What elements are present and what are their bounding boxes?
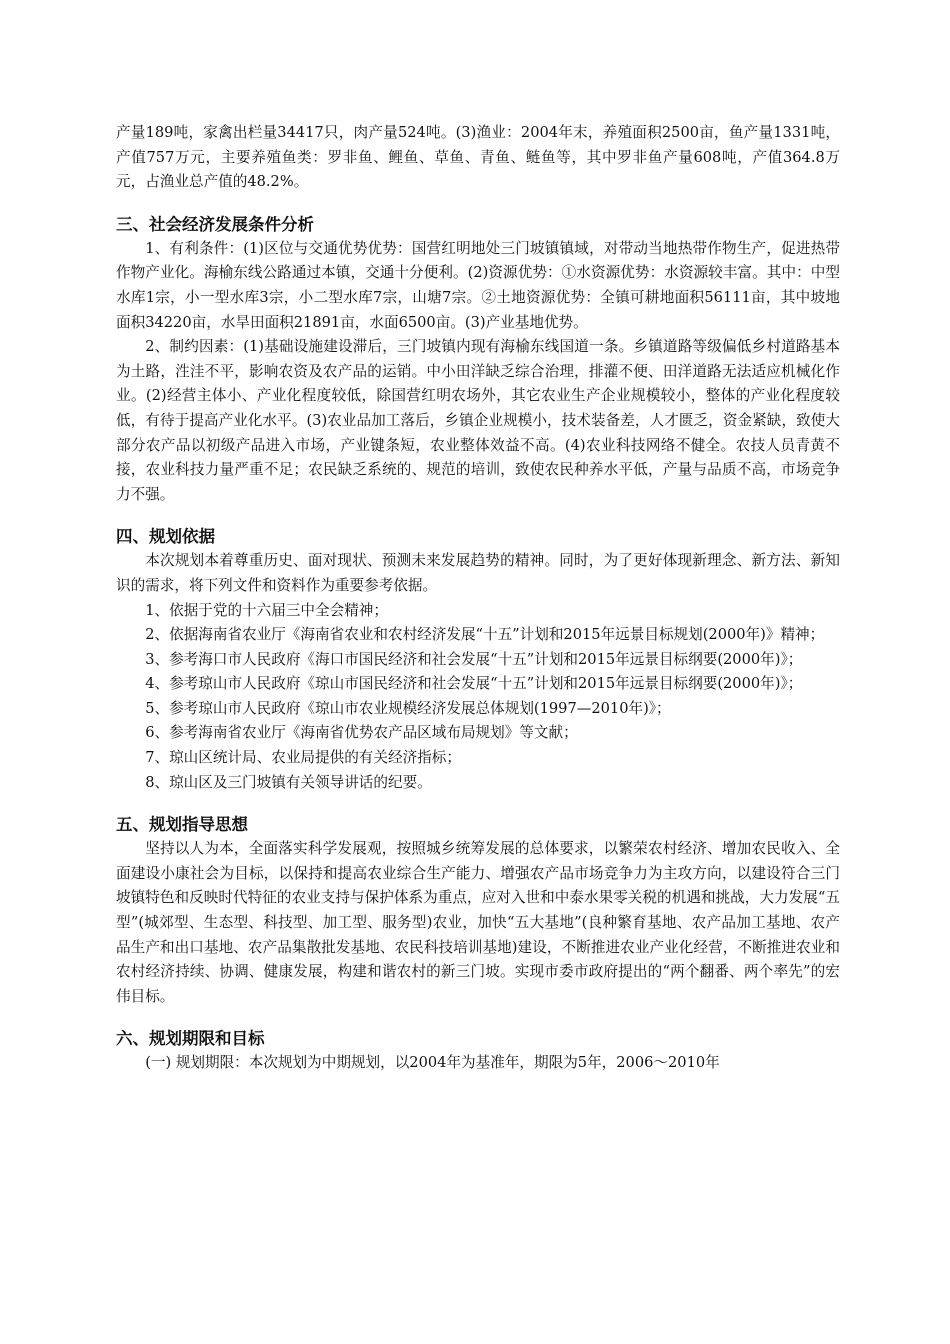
reference-item: 3、参考海口市人民政府《海口市国民经济和社会发展“十五”计划和2015年远景目标纲要(2000年)》； xyxy=(145,650,803,668)
section-6-paragraph: (一) 规划期限：本次规划为中期规划，以2004年为基准年，期限为5年，2006～2010年 xyxy=(145,1054,720,1072)
reference-item: 4、参考琼山市人民政府《琼山市国民经济和社会发展“十五”计划和2015年远景目标纲要(2000年)》； xyxy=(145,675,803,693)
section-3-paragraph-2: 2、制约因素：(1)基础设施建设滞后，三门坡镇内现有海榆东线国道一条。乡镇道路等级偏低乡村道路基本为土路，泩洼不平，影响农资及农产品的运销。中小田洋缺乏综合治理，排灌不便、田洋道路无法适应机械化作业。(2)经营主体小、产业化程度较低，除国营红明农场外，其它农业生产企业规模较小，整体的产业化程度较低，有待于提高产业化水平。(3)农业品加工落后，乡镇企业规模小，技术装备差，人才匮乏，资金紧缺，致使大部分农产品以初级产品进入市场，产业键条短，农业整体效益不高。(4)农业科技网络不健全。农技人员青黄不接，农业科技力量严重不足；农民缺乏系统的、规范的培训，致使农民种养水平低，产量与品质不高，市场竞争力不强。 xyxy=(116,338,840,503)
section-4-heading: 四、规划依据 xyxy=(116,527,215,547)
reference-item: 8、琼山区及三门坡镇有关领导讲话的纪要。 xyxy=(145,773,432,791)
reference-item: 5、参考琼山市人民政府《琼山市农业规模经济发展总体规划(1997—2010年)》； xyxy=(145,699,671,717)
section-3-heading: 三、社会经济发展条件分析 xyxy=(116,214,314,234)
reference-item: 1、依据于党的十六届三中全会精神； xyxy=(145,601,388,619)
intro-paragraph: 产量189吨，家禽出栏量34417只，肉产量524吨。(3)渔业：2004年末，养殖面积2500亩，鱼产量1331吨，产值757万元，主要养殖鱼类：罗非鱼、鲤鱼、草鱼、青鱼、鲢鱼等，其中罗非鱼产量608吨，产值364.8万元，占渔业总产值的48.2%。 xyxy=(116,124,840,191)
reference-item: 6、参考海南省农业厅《海南省优势农产品区域布局规划》等文献； xyxy=(145,724,578,742)
section-4-intro: 本次规划本着尊重历史、面对现状、预测未来发展趋势的精神。同时，为了更好体现新理念、新方法、新知识的需求，将下列文件和资料作为重要参考依据。 xyxy=(116,552,840,594)
section-5-heading: 五、规划指导思想 xyxy=(116,815,248,835)
reference-item: 7、琼山区统计局、农业局提供的有关经济指标； xyxy=(145,749,461,767)
reference-item: 2、依据海南省农业厅《海南省农业和农村经济发展“十五”计划和2015年远景目标规划(2000年)》精神； xyxy=(145,626,825,644)
document-page xyxy=(116,121,840,1076)
section-6-heading: 六、规划期限和目标 xyxy=(116,1029,265,1049)
section-3-paragraph-1: 1、有利条件：(1)区位与交通优势优势：国营红明地处三门坡镇镇域，对带动当地热带作物生产，促进热带作物产业化。海榆东线公路通过本镇，交通十分便利。(2)资源优势：①水资源优势：水资源较丰富。其中：中型水库1宗，小一型水库3宗，小二型水库7宗，山塘7宗。②土地资源优势：全镇可耕地面积56111亩，其中坡地面积34220亩，水旱田面积21891亩，水面6500亩。(3)产业基地优势。 xyxy=(116,239,840,331)
section-5-paragraph: 坚持以人为本，全面落实科学发展观，按照城乡统筹发展的总体要求，以繁荣农村经济、增加农民收入、全面建设小康社会为目标，以保持和提高农业综合生产能力、增强农产品市场竞争力为主攻方向，以建设符合三门坡镇特色和反映时代特征的农业支持与保护体系为重点，应对入世和中泰水果零关税的机遇和挑战，大力发展“五型”(城郊型、生态型、科技型、加工型、服务型)农业，加快“五大基地”(良种繁育基地、农产品加工基地、农产品生产和出口基地、农产品集散批发基地、农民科技培训基地)建设，不断推进农业产业化经营，不断推进农业和农村经济持续、协调、健康发展，构建和谐农村的新三门坡。实现市委市政府提出的“两个翻番、两个率先”的宏伟目标。 xyxy=(116,840,840,1005)
